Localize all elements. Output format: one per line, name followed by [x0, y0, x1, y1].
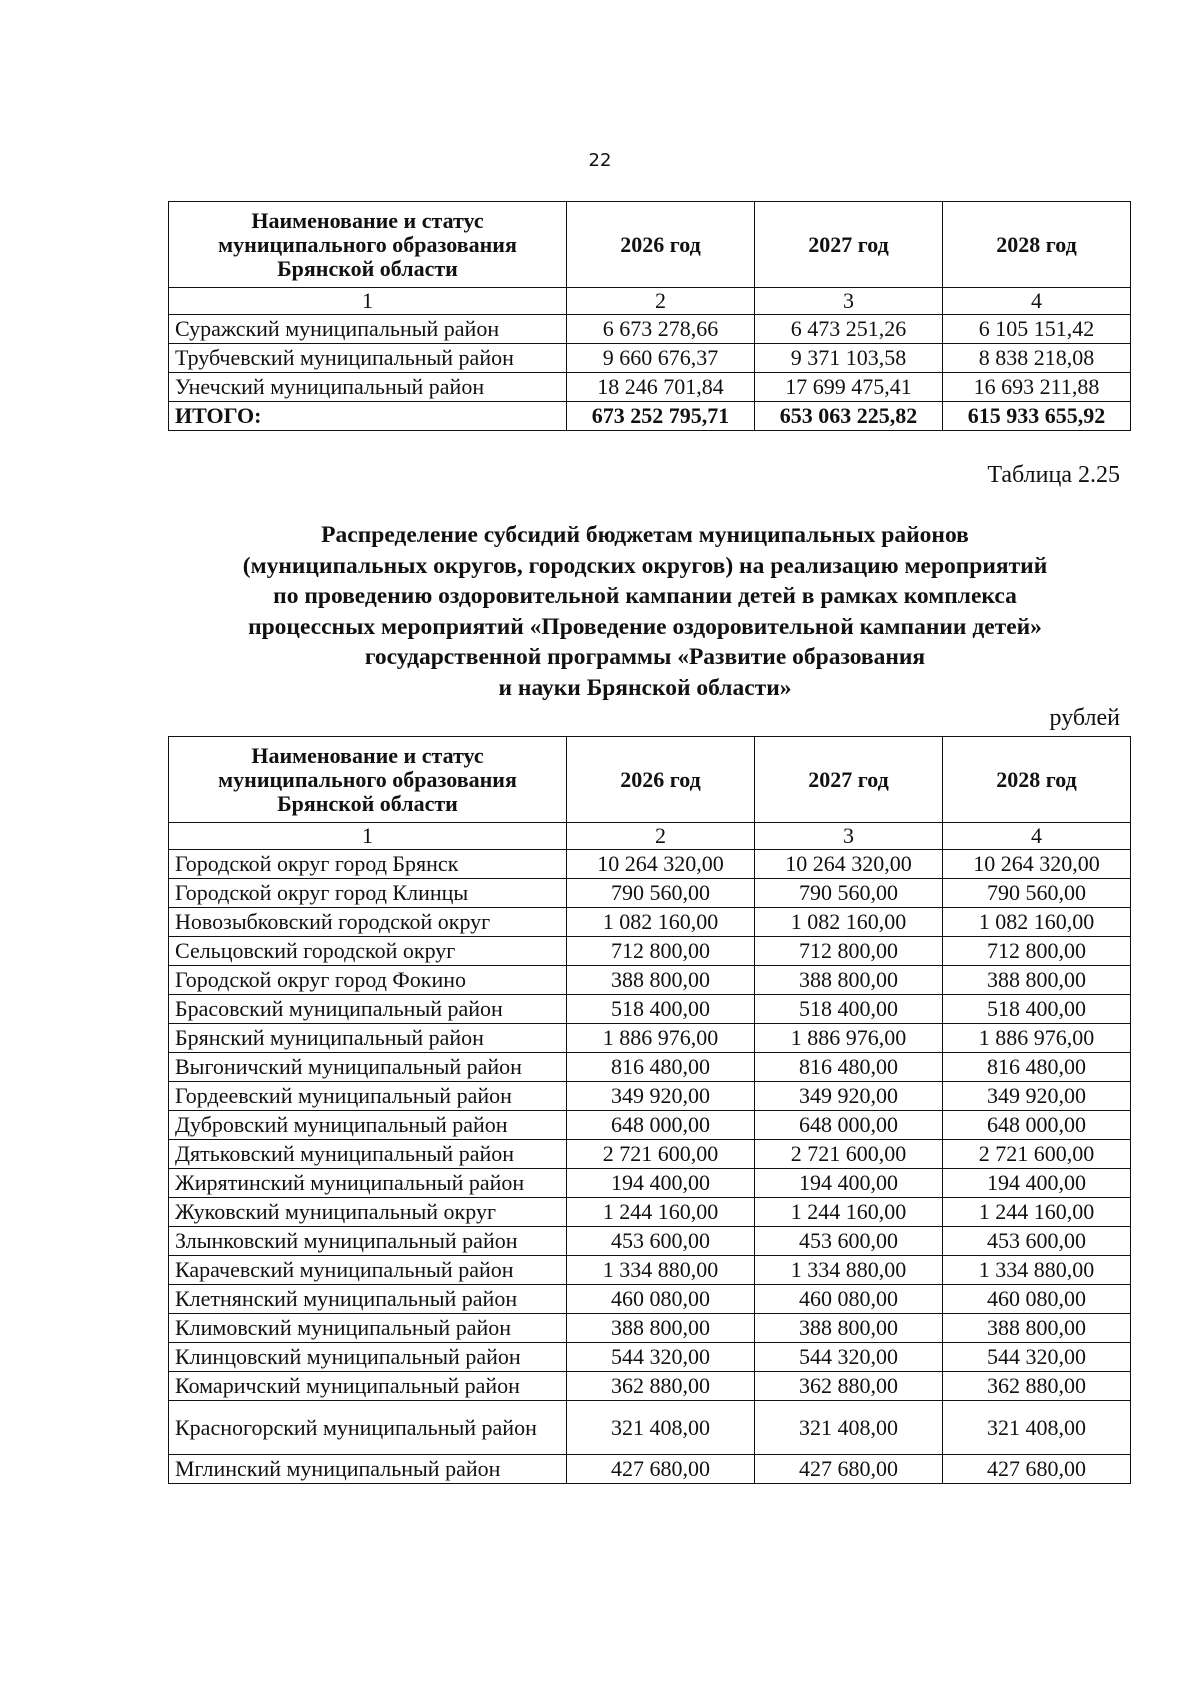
value-2028: 388 800,00 — [943, 966, 1131, 995]
column-index: 1 — [169, 288, 567, 315]
district-name: Выгоничский муниципальный район — [169, 1053, 567, 1082]
district-name: Климовский муниципальный район — [169, 1314, 567, 1343]
value-2027: 460 080,00 — [755, 1285, 943, 1314]
header-year-2028: 2028 год — [943, 202, 1131, 288]
table-row — [169, 1111, 1131, 1140]
budget-table-continued — [168, 201, 1131, 431]
value-2026: 194 400,00 — [567, 1169, 755, 1198]
value-2027: 427 680,00 — [755, 1455, 943, 1484]
table-row — [169, 1198, 1131, 1227]
value-2027: 648 000,00 — [755, 1111, 943, 1140]
table-row — [169, 1169, 1131, 1198]
value-2028: 518 400,00 — [943, 995, 1131, 1024]
value-2027: 712 800,00 — [755, 937, 943, 966]
value-2026: 349 920,00 — [567, 1082, 755, 1111]
district-name: Карачевский муниципальный район — [169, 1256, 567, 1285]
value-2026: 712 800,00 — [567, 937, 755, 966]
value-2027: 1 334 880,00 — [755, 1256, 943, 1285]
value-2028: 648 000,00 — [943, 1111, 1131, 1140]
value-2027: 9 371 103,58 — [755, 344, 943, 373]
value-2027: 388 800,00 — [755, 1314, 943, 1343]
value-2026: 453 600,00 — [567, 1227, 755, 1256]
table-row — [169, 315, 1131, 344]
header-name-column — [169, 737, 567, 823]
value-2026: 790 560,00 — [567, 879, 755, 908]
value-2028: 1 334 880,00 — [943, 1256, 1131, 1285]
header-name-line: Наименование и статус — [251, 207, 484, 233]
column-index: 3 — [755, 823, 943, 850]
table-row — [169, 1401, 1131, 1455]
header-name-line: муниципального образования — [218, 766, 517, 792]
district-name: Клинцовский муниципальный район — [169, 1343, 567, 1372]
value-2028: 388 800,00 — [943, 1314, 1131, 1343]
value-2027: 1 082 160,00 — [755, 908, 943, 937]
value-2026: 1 082 160,00 — [567, 908, 755, 937]
value-2027: 453 600,00 — [755, 1227, 943, 1256]
value-2028: 1 886 976,00 — [943, 1024, 1131, 1053]
value-2026: 1 886 976,00 — [567, 1024, 755, 1053]
value-2027: 17 699 475,41 — [755, 373, 943, 402]
value-2028: 1 082 160,00 — [943, 908, 1131, 937]
value-2028: 10 264 320,00 — [943, 850, 1131, 879]
total-row — [169, 402, 1131, 431]
table-row — [169, 1024, 1131, 1053]
district-name: Комаричский муниципальный район — [169, 1372, 567, 1401]
page-number: 22 — [588, 150, 612, 171]
value-2028: 362 880,00 — [943, 1372, 1131, 1401]
table-row — [169, 908, 1131, 937]
value-2028: 790 560,00 — [943, 879, 1131, 908]
header-year-2027: 2027 год — [755, 202, 943, 288]
total-2026: 673 252 795,71 — [567, 402, 755, 431]
title-line: (муниципальных округов, городских округов) на реализацию мероприятий — [242, 552, 1048, 579]
value-2026: 816 480,00 — [567, 1053, 755, 1082]
subsidy-distribution-table — [168, 736, 1131, 1484]
value-2027: 518 400,00 — [755, 995, 943, 1024]
district-name: Клетнянский муниципальный район — [169, 1285, 567, 1314]
district-name: Жирятинский муниципальный район — [169, 1169, 567, 1198]
district-name: Мглинский муниципальный район — [169, 1455, 567, 1484]
column-index: 1 — [169, 823, 567, 850]
table-row — [169, 879, 1131, 908]
total-label: ИТОГО: — [169, 402, 567, 431]
value-2027: 10 264 320,00 — [755, 850, 943, 879]
value-2027: 362 880,00 — [755, 1372, 943, 1401]
district-name: Красногорский муниципальный район — [169, 1401, 567, 1455]
value-2027: 349 920,00 — [755, 1082, 943, 1111]
district-name: Дубровский муниципальный район — [169, 1111, 567, 1140]
table-title — [150, 520, 1140, 703]
value-2026: 648 000,00 — [567, 1111, 755, 1140]
value-2028: 427 680,00 — [943, 1455, 1131, 1484]
value-2027: 194 400,00 — [755, 1169, 943, 1198]
value-2028: 8 838 218,08 — [943, 344, 1131, 373]
district-name: Городской округ город Брянск — [169, 850, 567, 879]
district-name: Унечский муниципальный район — [169, 373, 567, 402]
value-2026: 18 246 701,84 — [567, 373, 755, 402]
district-name: Брянский муниципальный район — [169, 1024, 567, 1053]
column-index: 2 — [567, 288, 755, 315]
table-row — [169, 1314, 1131, 1343]
value-2027: 816 480,00 — [755, 1053, 943, 1082]
district-name: Сельцовский городской округ — [169, 937, 567, 966]
value-2028: 453 600,00 — [943, 1227, 1131, 1256]
table-caption: Таблица 2.25 — [987, 462, 1120, 488]
column-index: 3 — [755, 288, 943, 315]
value-2026: 388 800,00 — [567, 1314, 755, 1343]
total-2028: 615 933 655,92 — [943, 402, 1131, 431]
column-index-row — [169, 823, 1131, 850]
value-2026: 9 660 676,37 — [567, 344, 755, 373]
table-row — [169, 1372, 1131, 1401]
table-row — [169, 1140, 1131, 1169]
value-2028: 6 105 151,42 — [943, 315, 1131, 344]
units-label: рублей — [1049, 705, 1120, 731]
district-name: Новозыбковский городской округ — [169, 908, 567, 937]
value-2026: 518 400,00 — [567, 995, 755, 1024]
value-2026: 388 800,00 — [567, 966, 755, 995]
value-2026: 362 880,00 — [567, 1372, 755, 1401]
value-2027: 1 244 160,00 — [755, 1198, 943, 1227]
table-row — [169, 850, 1131, 879]
table-row — [169, 1455, 1131, 1484]
header-year-2026: 2026 год — [567, 737, 755, 823]
table-row — [169, 966, 1131, 995]
value-2026: 10 264 320,00 — [567, 850, 755, 879]
table-row — [169, 373, 1131, 402]
value-2026: 544 320,00 — [567, 1343, 755, 1372]
value-2028: 321 408,00 — [943, 1401, 1131, 1455]
value-2028: 194 400,00 — [943, 1169, 1131, 1198]
district-name: Брасовский муниципальный район — [169, 995, 567, 1024]
value-2027: 1 886 976,00 — [755, 1024, 943, 1053]
value-2027: 2 721 600,00 — [755, 1140, 943, 1169]
value-2026: 460 080,00 — [567, 1285, 755, 1314]
district-name: Жуковский муниципальный округ — [169, 1198, 567, 1227]
value-2028: 2 721 600,00 — [943, 1140, 1131, 1169]
header-name-line: Брянской области — [277, 255, 458, 281]
column-index: 2 — [567, 823, 755, 850]
table-header-row — [169, 202, 1131, 288]
value-2027: 790 560,00 — [755, 879, 943, 908]
value-2028: 16 693 211,88 — [943, 373, 1131, 402]
header-name-column — [169, 202, 567, 288]
title-line: и науки Брянской области» — [498, 674, 792, 701]
value-2026: 2 721 600,00 — [567, 1140, 755, 1169]
value-2026: 427 680,00 — [567, 1455, 755, 1484]
column-index: 4 — [943, 823, 1131, 850]
column-index-row — [169, 288, 1131, 315]
table-row — [169, 1256, 1131, 1285]
value-2026: 6 673 278,66 — [567, 315, 755, 344]
table-row — [169, 995, 1131, 1024]
district-name: Гордеевский муниципальный район — [169, 1082, 567, 1111]
total-2027: 653 063 225,82 — [755, 402, 943, 431]
column-index: 4 — [943, 288, 1131, 315]
header-year-2027: 2027 год — [755, 737, 943, 823]
table-row — [169, 344, 1131, 373]
district-name: Суражский муниципальный район — [169, 315, 567, 344]
value-2028: 544 320,00 — [943, 1343, 1131, 1372]
district-name: Городской округ город Клинцы — [169, 879, 567, 908]
table-row — [169, 1053, 1131, 1082]
district-name: Дятьковский муниципальный район — [169, 1140, 567, 1169]
value-2026: 1 334 880,00 — [567, 1256, 755, 1285]
value-2028: 460 080,00 — [943, 1285, 1131, 1314]
value-2027: 388 800,00 — [755, 966, 943, 995]
value-2027: 544 320,00 — [755, 1343, 943, 1372]
title-line: государственной программы «Развитие образования — [364, 644, 926, 670]
title-line: по проведению оздоровительной кампании детей в рамках комплекса — [273, 583, 1017, 609]
table-row — [169, 937, 1131, 966]
table-row — [169, 1082, 1131, 1111]
value-2027: 321 408,00 — [755, 1401, 943, 1455]
district-name: Городской округ город Фокино — [169, 966, 567, 995]
district-name: Трубчевский муниципальный район — [169, 344, 567, 373]
table-row — [169, 1285, 1131, 1314]
title-line: процессных мероприятий «Проведение оздоровительной кампании детей» — [248, 613, 1042, 640]
district-name: Злынковский муниципальный район — [169, 1227, 567, 1256]
header-year-2028: 2028 год — [943, 737, 1131, 823]
value-2028: 816 480,00 — [943, 1053, 1131, 1082]
value-2026: 321 408,00 — [567, 1401, 755, 1455]
table-header-row — [169, 737, 1131, 823]
header-name-line: Наименование и статус — [251, 742, 484, 768]
table-row — [169, 1227, 1131, 1256]
table-row — [169, 1343, 1131, 1372]
value-2028: 1 244 160,00 — [943, 1198, 1131, 1227]
value-2028: 712 800,00 — [943, 937, 1131, 966]
value-2028: 349 920,00 — [943, 1082, 1131, 1111]
value-2027: 6 473 251,26 — [755, 315, 943, 344]
value-2026: 1 244 160,00 — [567, 1198, 755, 1227]
header-name-line: муниципального образования — [218, 231, 517, 257]
header-name-line: Брянской области — [277, 790, 458, 816]
title-line: Распределение субсидий бюджетам муниципальных районов — [321, 522, 969, 548]
header-year-2026: 2026 год — [567, 202, 755, 288]
